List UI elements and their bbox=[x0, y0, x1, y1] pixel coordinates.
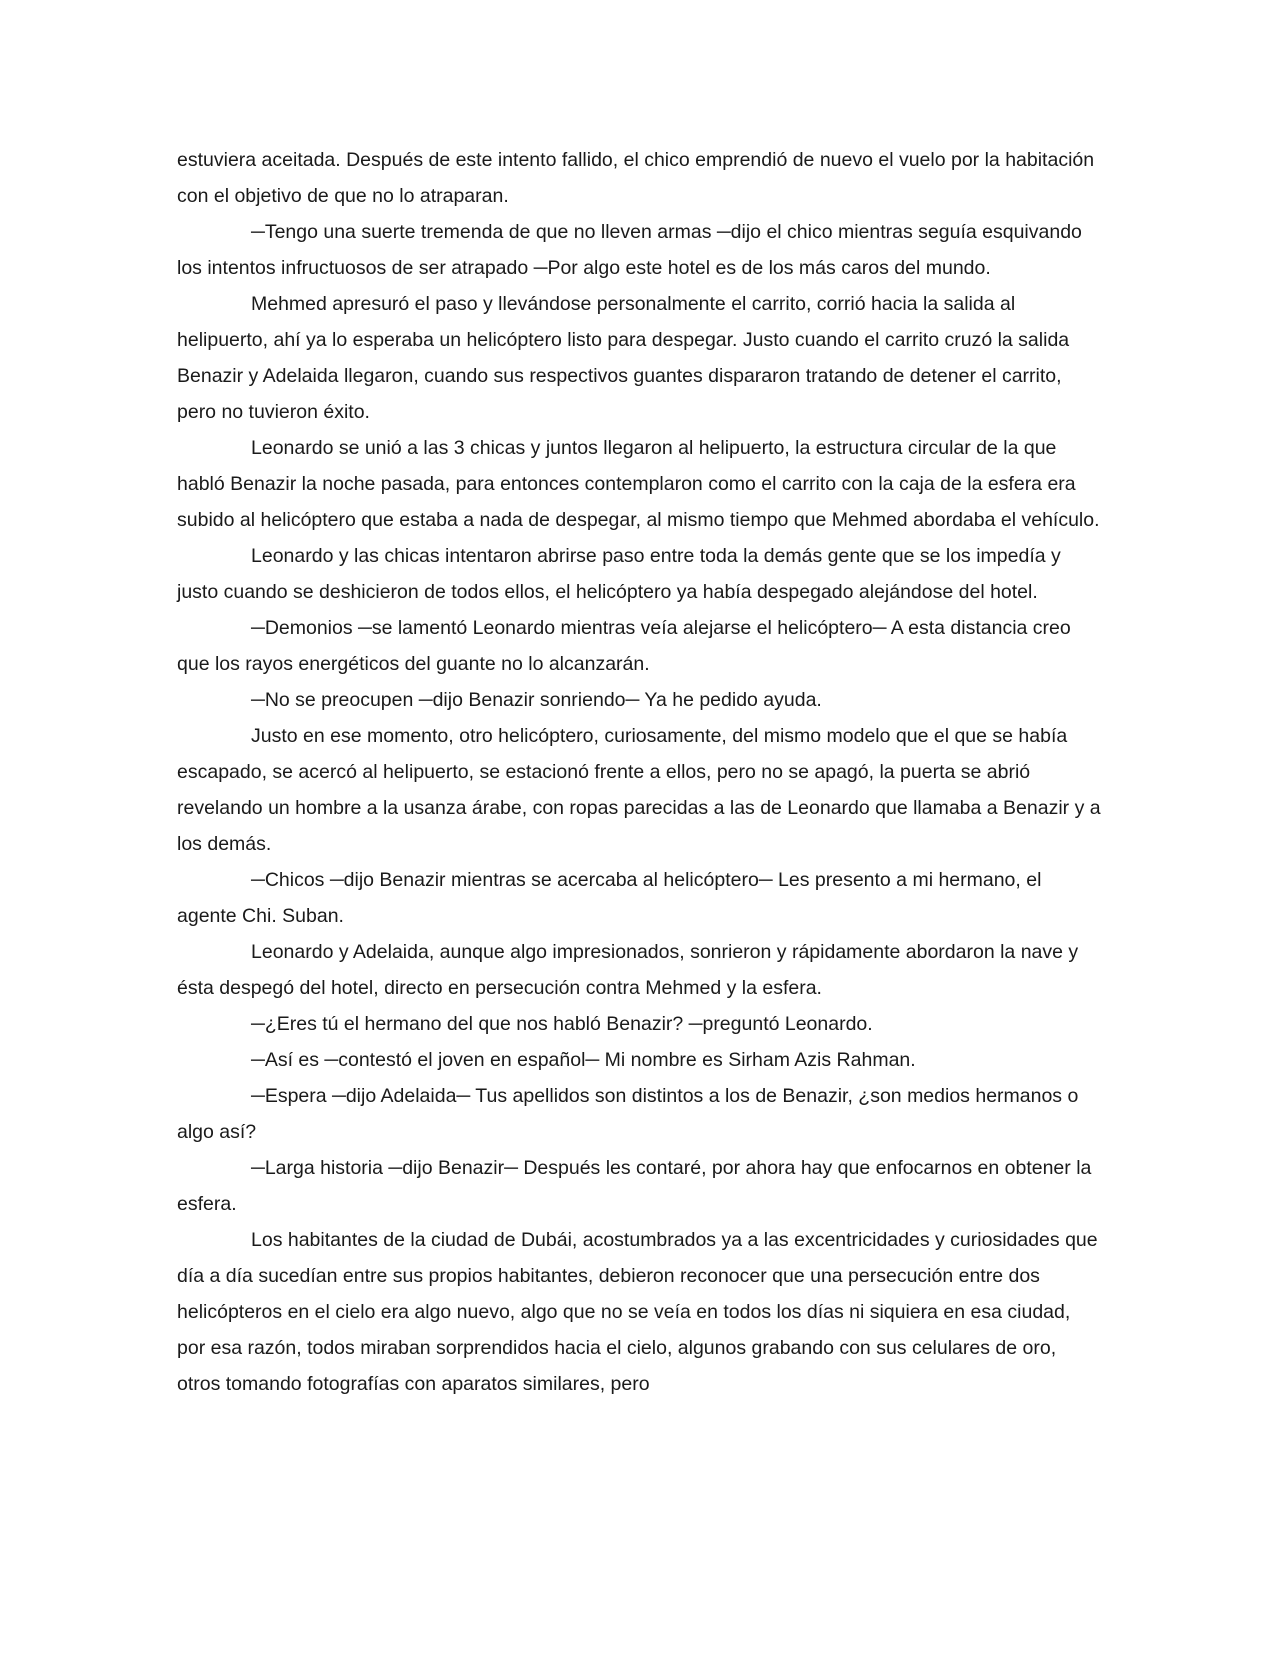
paragraph: ─Chicos ─dijo Benazir mientras se acercaba al helicóptero─ Les presento a mi hermano, el agente Chi. Suban. bbox=[177, 869, 1042, 927]
paragraph: Leonardo se unió a las 3 chicas y juntos llegaron al helipuerto, la estructura circular de la que habló Benazir la noche pasada, para entonces contemplaron como el carrito con la caja de la esfera era subido al helicóptero que estaba a nada de despegar, al mismo tiempo que Mehmed abordaba el vehículo. bbox=[177, 437, 1100, 531]
paragraph: estuviera aceitada. Después de este intento fallido, el chico emprendió de nuevo el vuelo por la habitación con el objetivo de que no lo atraparan. bbox=[177, 149, 1095, 207]
paragraph: ─Demonios ─se lamentó Leonardo mientras veía alejarse el helicóptero─ A esta distancia creo que los rayos energéticos del guante no lo alcanzarán. bbox=[177, 617, 1071, 675]
paragraph: Leonardo y Adelaida, aunque algo impresionados, sonrieron y rápidamente abordaron la nave y ésta despegó del hotel, directo en persecución contra Mehmed y la esfera. bbox=[177, 941, 1079, 999]
document-body bbox=[177, 142, 1102, 1402]
paragraph: ─Larga historia ─dijo Benazir─ Después les contaré, por ahora hay que enfocarnos en obtener la esfera. bbox=[177, 1157, 1092, 1215]
paragraph: Los habitantes de la ciudad de Dubái, acostumbrados ya a las excentricidades y curiosidades que día a día sucedían entre sus propios habitantes, debieron reconocer que una persecución entre dos helicópteros en el cielo era algo nuevo, algo que no se veía en todos los días ni siquiera en esa ciudad, por esa razón, todos miraban sorprendidos hacia el cielo, algunos grabando con sus celulares de oro, otros tomando fotografías con aparatos similares, pero bbox=[177, 1229, 1098, 1395]
paragraph: Justo en ese momento, otro helicóptero, curiosamente, del mismo modelo que el que se había escapado, se acercó al helipuerto, se estacionó frente a ellos, pero no se apagó, la puerta se abrió revelando un hombre a la usanza árabe, con ropas parecidas a las de Leonardo que llamaba a Benazir y a los demás. bbox=[177, 725, 1101, 855]
paragraph: Leonardo y las chicas intentaron abrirse paso entre toda la demás gente que se los impedía y justo cuando se deshicieron de todos ellos, el helicóptero ya había despegado alejándose del hotel. bbox=[177, 545, 1061, 603]
paragraph: ─Espera ─dijo Adelaida─ Tus apellidos son distintos a los de Benazir, ¿son medios hermanos o algo así? bbox=[177, 1085, 1079, 1143]
paragraph: ─¿Eres tú el hermano del que nos habló Benazir? ─preguntó Leonardo. bbox=[251, 1013, 873, 1035]
paragraph: Mehmed apresuró el paso y llevándose personalmente el carrito, corrió hacia la salida al helipuerto, ahí ya lo esperaba un helicóptero listo para despegar. Justo cuando el carrito cruzó la salida Benazir y Adelaida llegaron, cuando sus respectivos guantes dispararon tratando de detener el carrito, pero no tuvieron éxito. bbox=[177, 293, 1070, 423]
paragraph: ─Así es ─contestó el joven en español─ Mi nombre es Sirham Azis Rahman. bbox=[251, 1049, 916, 1071]
paragraph: ─Tengo una suerte tremenda de que no lleven armas ─dijo el chico mientras seguía esquivando los intentos infructuosos de ser atrapado ─Por algo este hotel es de los más caros del mundo. bbox=[177, 221, 1082, 279]
paragraph: ─No se preocupen ─dijo Benazir sonriendo─ Ya he pedido ayuda. bbox=[251, 689, 822, 711]
